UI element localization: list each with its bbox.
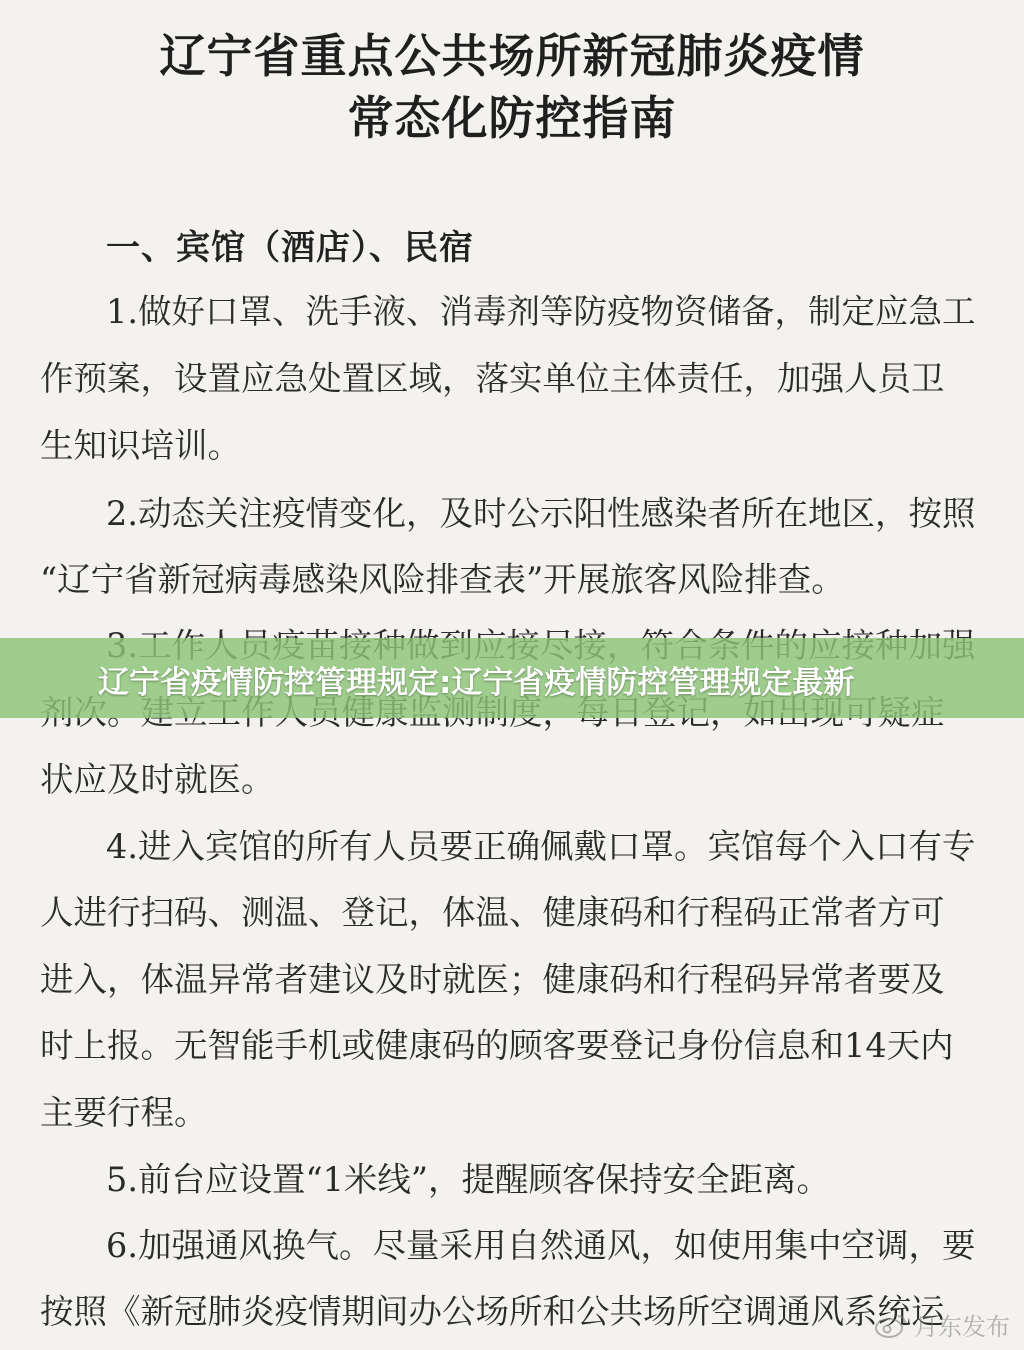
headline-text: 辽宁省疫情防控管理规定:辽宁省疫情防控管理规定最新 [98, 665, 855, 701]
watermark [874, 1307, 1010, 1342]
paragraph-line: 按照《新冠肺炎疫情期间办公场所和公共场所空调通风系统运 [40, 1292, 945, 1331]
paragraph-line: 时上报。无智能手机或健康码的顾客要登记身份信息和14天内 [40, 1026, 954, 1065]
paragraph-line: 4.进入宾馆的所有人员要正确佩戴口罩。宾馆每个入口有专 [106, 827, 976, 866]
paragraph-line: 生知识培训。 [40, 426, 241, 465]
paragraph-line: 1.做好口罩、洗手液、消毒剂等防疫物资储备，制定应急工 [106, 292, 976, 331]
paragraph-line: 2.动态关注疫情变化，及时公示阳性感染者所在地区，按照 [106, 494, 976, 533]
paragraph-line: 5.前台应设置“1米线”，提醒顾客保持安全距离。 [106, 1160, 831, 1199]
headline-banner [0, 638, 1024, 718]
watermark-text: 月东发布 [914, 1313, 1010, 1341]
paragraph-line: 主要行程。 [40, 1093, 208, 1132]
paragraph-line: 作预案，设置应急处置区域，落实单位主体责任，加强人员卫 [40, 359, 945, 398]
paragraph-line: 进入，体温异常者建议及时就医；健康码和行程码异常者要及 [40, 960, 945, 999]
document-title-line1: 辽宁省重点公共场所新冠肺炎疫情 [159, 29, 865, 83]
weibo-icon [874, 1311, 908, 1339]
document-title-line2: 常态化防控指南 [347, 91, 677, 145]
paragraph-line: 6.加强通风换气。尽量采用自然通风，如使用集中空调，要 [106, 1226, 976, 1265]
section-heading: 一、宾馆（酒店）、民宿 [106, 228, 474, 268]
paragraph-line: 状应及时就医。 [40, 760, 275, 799]
paragraph-line: “辽宁省新冠病毒感染风险排查表”开展旅客风险排查。 [40, 560, 845, 599]
paragraph-line: 人进行扫码、测温、登记，体温、健康码和行程码正常者方可 [40, 893, 945, 932]
